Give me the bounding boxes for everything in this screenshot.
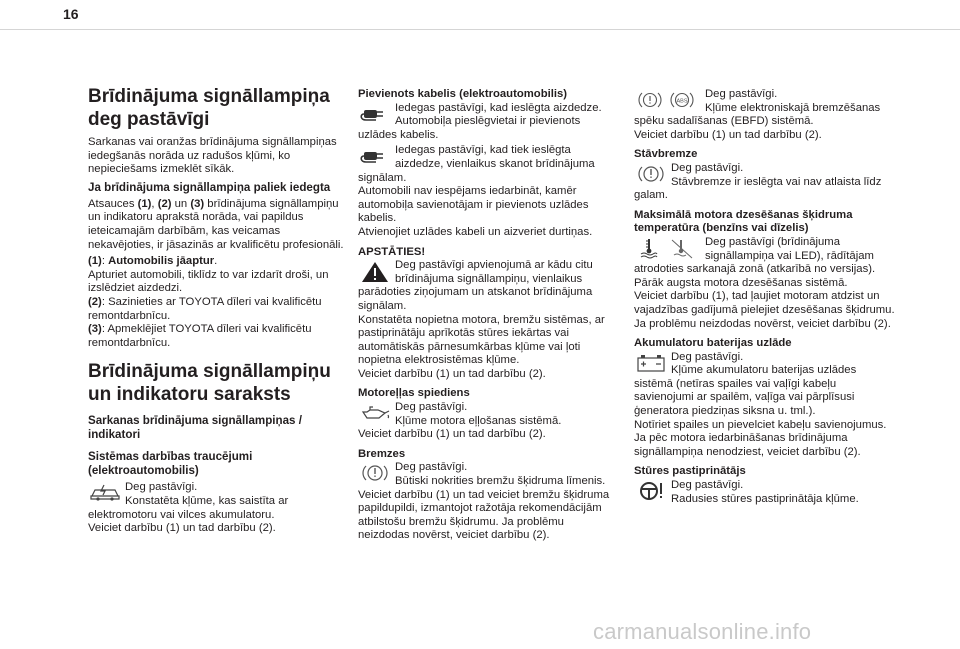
column-3	[634, 88, 896, 506]
action-1: (1): Automobilis jāaptur.	[88, 255, 218, 268]
page-number: 16	[63, 6, 79, 22]
cable-text-b: Iedegas pastāvīgi, kad tiek ieslēgta aizdedze, vienlaikus skanot brīdinājuma signālam.	[358, 144, 595, 184]
battery-icon	[634, 352, 668, 372]
charging-cable-icon	[358, 145, 392, 165]
heading-brakes: Bremzes	[358, 447, 406, 460]
charging-cable-icon	[358, 103, 392, 123]
ebfd-text-a: Deg pastāvīgi.	[705, 88, 778, 100]
heading-parking-brake: Stāvbremze	[634, 148, 698, 161]
temp-text-c: Veiciet darbību (1), tad ļaujiet motoram atdzist un vajadzības gadījumā pielejiet dzesēšanas šķidrumu. Ja problēmu neizdodas novērst, veiciet darbību (2).	[634, 290, 895, 330]
coolant-temperature-icon	[636, 237, 700, 257]
batt-text-b: Kļūme akumulatoru baterijas uzlādes sistēmā (netīras spailes vai vaļīgi kabeļu savienojumi ar spailēm, vaļīga vai pārplīsusi ģeneratora piedziņas siksna u. tml.).	[634, 364, 857, 418]
oil-text-a: Deg pastāvīgi.	[395, 401, 468, 414]
temp-text-b: Pārāk augsta motora dzesēšanas sistēmā.	[634, 276, 848, 289]
cable-text-d: Atvienojiet uzlādes kabeli un aizveriet durtiņas.	[358, 225, 593, 238]
column-2	[358, 88, 618, 543]
heading-power-steering: Stūres pastiprinātājs	[634, 465, 746, 478]
ebfd-icons	[636, 89, 700, 109]
steer-text-b: Radusies stūres pastiprinātāja kļūme.	[671, 492, 859, 505]
batt-text-a: Deg pastāvīgi.	[671, 350, 744, 363]
sys-text-2: Konstatēta kļūme, kas saistīta ar elektromotoru vai vilces akumulatoru.	[88, 494, 289, 521]
brake-text-c: Veiciet darbību (1) un tad veiciet bremžu šķidruma papildupildi, izmantojot ražotāja rekomendācijām atbilstošu bremžu šķidrumu. Ja problēmu neizdodas novērst, veiciet darbību (2).	[358, 488, 610, 542]
heading-stop: APSTĀTIES!	[358, 245, 426, 258]
watermark: carmanualsonline.info	[593, 619, 812, 644]
ebfd-text-b: Kļūme elektroniskajā bremzēšanas spēku sadalīšanas (EBFD) sistēmā.	[634, 101, 881, 128]
steer-text-a: Deg pastāvīgi.	[671, 479, 744, 492]
action-1-text: Apturiet automobili, tiklīdz to var izdarīt droši, un izslēdziet aizdedzi.	[88, 268, 329, 295]
warning-triangle-icon	[358, 260, 392, 280]
heading-lamp-list: Brīdinājuma signāllampiņu un indikatoru saraksts	[88, 361, 331, 406]
oil-pressure-icon	[358, 402, 392, 422]
heading-battery-charging: Akumulatoru baterijas uzlāde	[634, 337, 792, 350]
svg-text:ABS: ABS	[676, 98, 688, 105]
heading-charging-cable: Pievienots kabelis (elektroautomobilis)	[358, 88, 568, 100]
heading-lamp-stays-on: Ja brīdinājuma signāllampiņa paliek iedegta	[88, 180, 331, 194]
park-text-b: Stāvbremze ir ieslēgta vai nav atlaista līdz galam.	[634, 175, 882, 202]
park-text-a: Deg pastāvīgi.	[671, 161, 744, 174]
references-text: Atsauces (1), (2) un (3) brīdinājuma signāllampiņu un indikatoru aprakstā norāda, vai papildus ieteicamajām darbībām, kas veicamas nekavējoties, ir jāsazinās ar kvalificētu profesionāli.	[88, 197, 344, 251]
brake-text-b: Būtiski nokrities bremžu šķidruma līmenis.	[395, 475, 606, 488]
stop-text-b: Konstatēta nopietna motora, bremžu sistēmas, ar pastiprinātāju aprīkotās stūres iekārtas vai automātiskās pārnesumkārbas kļūme vai ļoti nopietna elektrosistēmas kļūme.	[358, 313, 605, 367]
temp-text-a: Deg pastāvīgi (brīdinājuma signāllampiņa vai LED), rādītājam atrodoties sarkanajā zonā (atkarībā no versijas).	[634, 235, 876, 276]
heading-coolant-temperature: Maksimālā motora dzesēšanas šķidruma temperatūra (benzīns vai dīzelis)	[634, 208, 853, 235]
header-divider	[0, 29, 960, 30]
brake-icon	[358, 462, 392, 482]
sys-text-3: Veiciet darbību (1) un tad darbību (2).	[88, 522, 276, 535]
cable-text-c: Automobili nav iespējams iedarbināt, kamēr automobiļa savienotājam ir pievienots uzlādes kabelis.	[358, 185, 589, 225]
ebfd-text-c: Veiciet darbību (1) un tad darbību (2).	[634, 128, 822, 141]
action-3: (3): Apmeklējiet TOYOTA dīleri vai kvalificētu remontdarbnīcu.	[88, 323, 312, 349]
abs-icon	[636, 89, 700, 111]
stop-text-c: Veiciet darbību (1) un tad darbību (2).	[358, 367, 546, 380]
heading-warning-lamp: Brīdinājuma signāllampiņa deg pastāvīgi	[88, 86, 330, 130]
batt-text-c: Notīriet spailes un pievelciet kabeļu savienojumus. Ja pēc motora iedarbināšanas brīdinājuma signāllampiņa nenodziest, veiciet darbību (2).	[634, 418, 887, 458]
cable-text-a: Iedegas pastāvīgi, kad ieslēgta aizdedze. Automobiļa pieslēgvietai ir pievienots uzlādes kabelis.	[358, 101, 602, 141]
action-2: (2): Sazinieties ar TOYOTA dīleri vai kvalificētu remontdarbnīcu.	[88, 295, 322, 322]
heading-red-lamps: Sarkanas brīdinājuma signāllampiņas / indikatori	[88, 414, 302, 442]
intro-text: Sarkanas vai oranžas brīdinājuma signāllampiņas iedegšanās norāda uz radušos kļūmi, ko nepieciešams izmeklēt sīkāk.	[88, 136, 337, 176]
brake-text-a: Deg pastāvīgi.	[395, 461, 468, 474]
ev-system-icon	[88, 482, 122, 502]
oil-text-c: Veiciet darbību (1) un tad darbību (2).	[358, 428, 546, 441]
heading-oil-pressure: Motoreļļas spiediens	[358, 387, 470, 400]
oil-text-b: Kļūme motora eļļošanas sistēmā.	[395, 414, 562, 427]
sys-text-1: Deg pastāvīgi.	[125, 481, 198, 494]
power-steering-icon	[634, 480, 668, 500]
heading-system-fault: Sistēmas darbības traucējumi (elektroautomobilis)	[88, 450, 253, 478]
stop-text-a: Deg pastāvīgi apvienojumā ar kādu citu brīdinājuma signāllampiņu, vienlaikus parādoties ziņojumam un atskanot brīdinājuma signālam.	[358, 259, 593, 312]
column-1	[88, 85, 344, 536]
parking-brake-icon	[634, 163, 668, 183]
